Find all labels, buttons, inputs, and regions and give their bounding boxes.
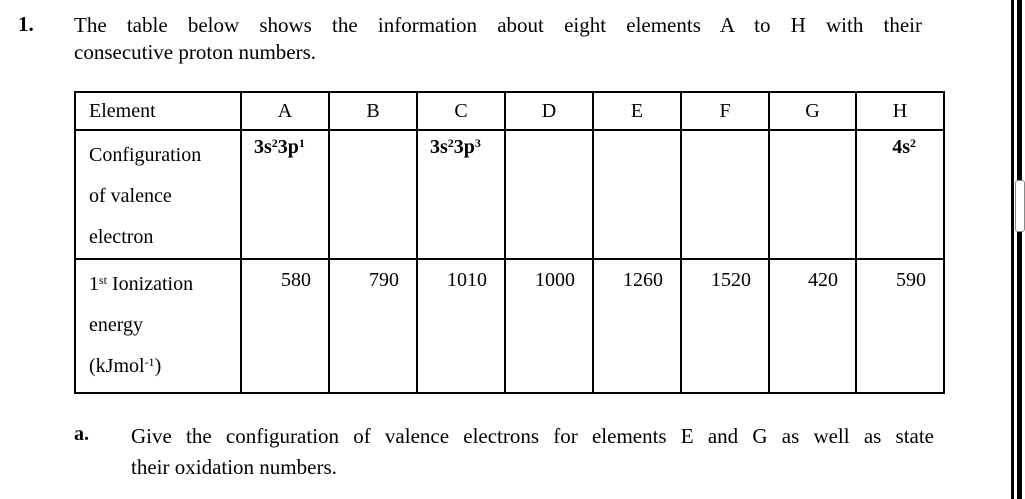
subquestion-label: a. xyxy=(74,423,89,445)
ionization-a: 580 xyxy=(241,259,329,393)
element-header-f: F xyxy=(681,92,769,130)
question-text xyxy=(74,12,922,66)
configuration-label-cell xyxy=(75,130,241,259)
subquestion-text xyxy=(131,421,934,483)
question-text-line-1: The table below shows the information about eight elements A to H with their xyxy=(74,13,922,37)
subquestion-text-line-2: their oxidation numbers. xyxy=(131,455,337,479)
element-header-h: H xyxy=(856,92,944,130)
element-header-c: C xyxy=(417,92,505,130)
element-header-d: D xyxy=(505,92,593,130)
configuration-h: $4s^2$ xyxy=(856,130,944,259)
configuration-e xyxy=(593,130,681,259)
ionization-label-line-1: 1st Ionization xyxy=(89,273,194,295)
header-label-cell: Element xyxy=(75,92,241,130)
ionization-b: 790 xyxy=(329,259,417,393)
configuration-label-line-3: electron xyxy=(89,226,154,248)
question-number: 1. xyxy=(18,12,34,36)
ionization-d: 1000 xyxy=(505,259,593,393)
ionization-label-cell xyxy=(75,259,241,393)
table-row-ionization-energy xyxy=(75,259,944,393)
configuration-f xyxy=(681,130,769,259)
ionization-c: 1010 xyxy=(417,259,505,393)
element-header-g: G xyxy=(769,92,856,130)
element-header-e: E xyxy=(593,92,681,130)
ionization-e: 1260 xyxy=(593,259,681,393)
configuration-b xyxy=(329,130,417,259)
ionization-h: 590 xyxy=(856,259,944,393)
ionization-label-line-2: energy xyxy=(89,314,144,336)
question-text-line-2: consecutive proton numbers. xyxy=(74,40,317,64)
table-row-configuration xyxy=(75,130,944,259)
ionization-g: 420 xyxy=(769,259,856,393)
scrollbar-track[interactable] xyxy=(1017,0,1022,499)
configuration-d xyxy=(505,130,593,259)
configuration-label-line-1: Configuration xyxy=(89,144,202,166)
scrollbar-handle[interactable] xyxy=(1015,180,1025,232)
element-header-b: B xyxy=(329,92,417,130)
element-header-a: A xyxy=(241,92,329,130)
subquestion-text-line-1: Give the configuration of valence electrons for elements E and G as well as state xyxy=(131,424,934,448)
ionization-label-line-3: (kJmol$^{-1}$) xyxy=(89,355,162,377)
table-row-header xyxy=(75,92,944,130)
configuration-label-line-2: of valence xyxy=(89,185,172,207)
ionization-f: 1520 xyxy=(681,259,769,393)
configuration-g xyxy=(769,130,856,259)
page-edge-border xyxy=(1011,0,1014,499)
elements-table xyxy=(74,91,945,394)
configuration-c: $3s^23p^3$ xyxy=(417,130,505,259)
configuration-a: $3s^23p^1$ xyxy=(241,130,329,259)
